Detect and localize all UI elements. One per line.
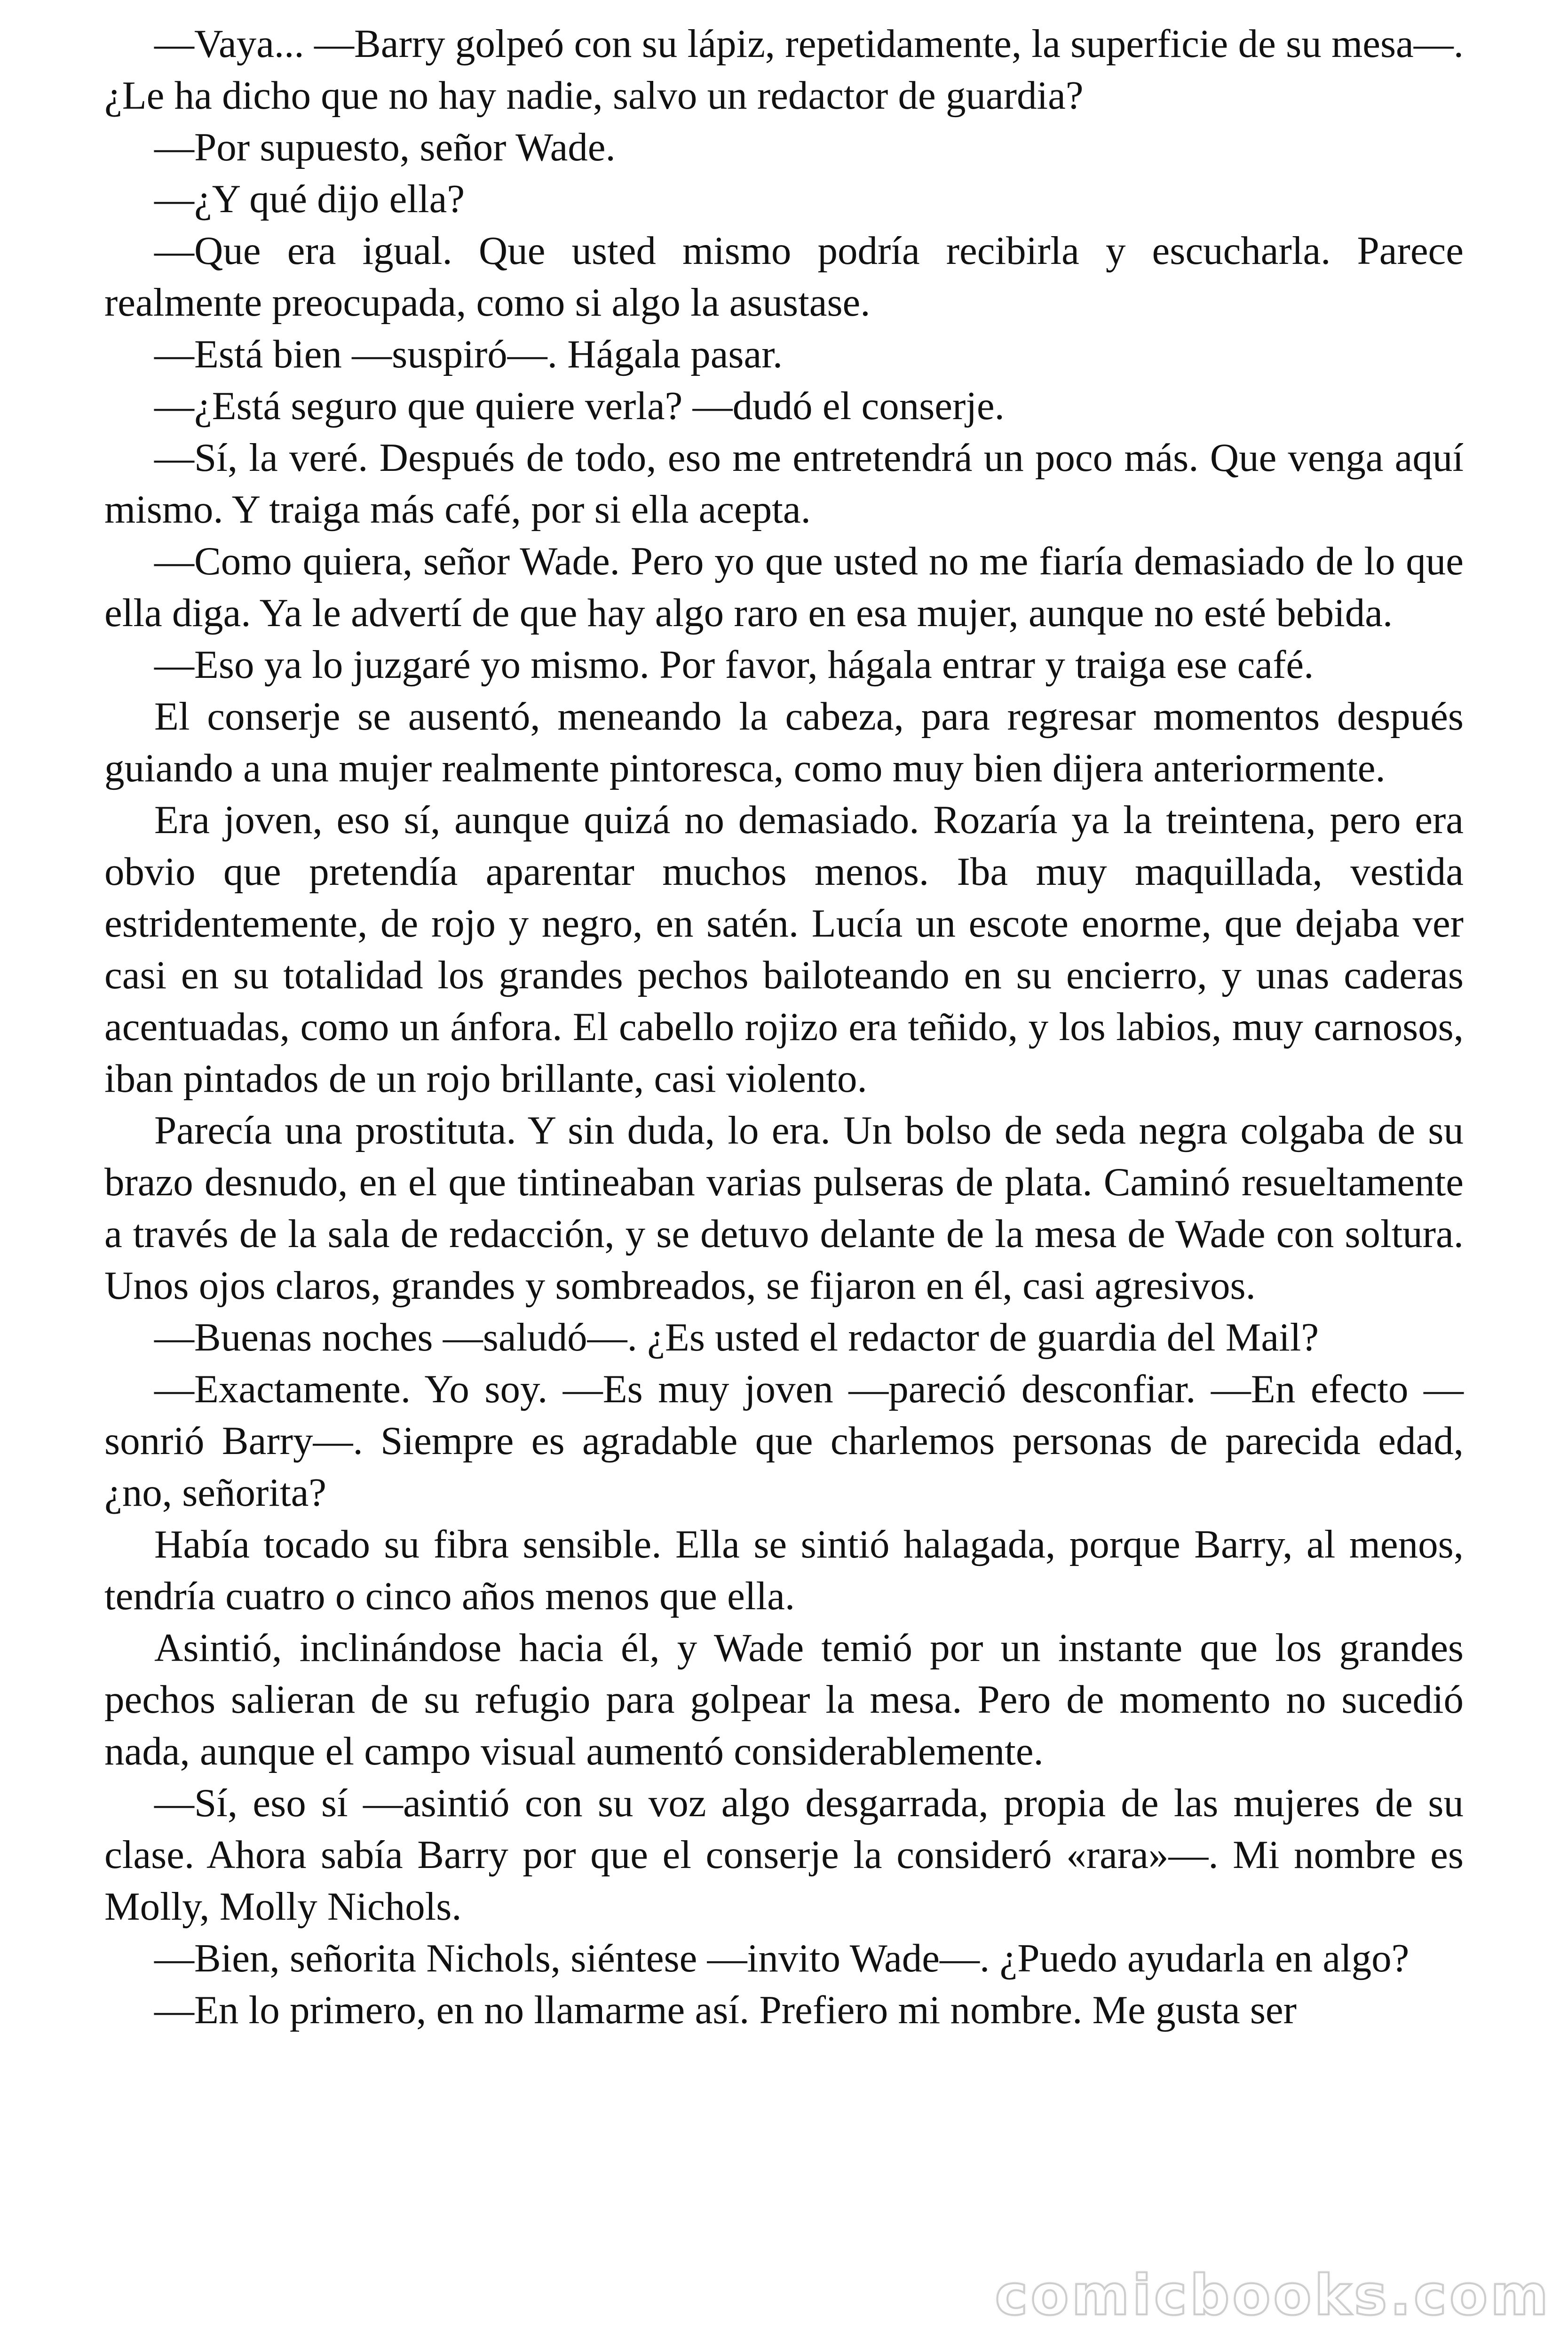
paragraph: Era joven, eso sí, aunque quizá no demasiado. Rozaría ya la treintena, pero era obvio que pretendía aparentar muchos menos. Iba muy maquillada, vestida estridentemente, de rojo y negro, en satén. Lucía un escote enorme, que dejaba ver casi en su totalidad los grandes pechos bailoteando en su encierro, y unas caderas acentuadas, como un ánfora. El cabello rojizo era teñido, y los labios, muy carnosos, iban pintados de un rojo brillante, casi violento.: [104, 798, 1464, 1101]
paragraph: —Buenas noches —saludó—. ¿Es usted el redactor de guardia del Mail?: [154, 1315, 1319, 1359]
watermark-logo: comicbooks.com: [995, 2263, 1551, 2328]
paragraph: —Vaya... —Barry golpeó con su lápiz, repetidamente, la superficie de su mesa—. ¿Le ha dicho que no hay nadie, salvo un redactor de guardia?: [104, 22, 1464, 118]
body-text: [104, 18, 1464, 2036]
paragraph: —Sí, eso sí —asintió con su voz algo desgarrada, propia de las mujeres de su clase. Ahora sabía Barry por que el conserje la consideró «rara»—. Mi nombre es Molly, Molly Nichols.: [104, 1781, 1464, 1929]
paragraph: —¿Está seguro que quiere verla? —dudó el conserje.: [154, 384, 1005, 428]
paragraph: Había tocado su fibra sensible. Ella se sintió halagada, porque Barry, al menos, tendría cuatro o cinco años menos que ella.: [104, 1522, 1464, 1618]
paragraph: —En lo primero, en no llamarme así. Prefiero mi nombre. Me gusta ser: [154, 1988, 1297, 2032]
paragraph: —Exactamente. Yo soy. —Es muy joven —pareció desconfiar. —En efecto —sonrió Barry—. Siempre es agradable que charlemos personas de parecida edad, ¿no, señorita?: [104, 1367, 1464, 1515]
paragraph: —Está bien —suspiró—. Hágala pasar.: [154, 332, 783, 376]
paragraph: —Que era igual. Que usted mismo podría recibirla y escucharla. Parece realmente preocupada, como si algo la asustase.: [104, 229, 1464, 325]
paragraph: —Bien, señorita Nichols, siéntese —invito Wade—. ¿Puedo ayudarla en algo?: [154, 1936, 1410, 1980]
paragraph: Parecía una prostituta. Y sin duda, lo era. Un bolso de seda negra colgaba de su brazo desnudo, en el que tintineaban varias pulseras de plata. Caminó resueltamente a través de la sala de redacción, y se detuvo delante de la mesa de Wade con soltura. Unos ojos claros, grandes y sombreados, se fijaron en él, casi agresivos.: [104, 1108, 1464, 1308]
paragraph: —Sí, la veré. Después de todo, eso me entretendrá un poco más. Que venga aquí mismo. Y traiga más café, por si ella acepta.: [104, 436, 1464, 532]
paragraph: —Eso ya lo juzgaré yo mismo. Por favor, hágala entrar y traiga ese café.: [154, 643, 1314, 687]
paragraph: El conserje se ausentó, meneando la cabeza, para regresar momentos después guiando a una mujer realmente pintoresca, como muy bien dijera anteriormente.: [104, 694, 1464, 790]
paragraph: —Por supuesto, señor Wade.: [154, 125, 616, 169]
paragraph: —¿Y qué dijo ella?: [154, 177, 465, 221]
paragraph: Asintió, inclinándose hacia él, y Wade temió por un instante que los grandes pechos salieran de su refugio para golpear la mesa. Pero de momento no sucedió nada, aunque el campo visual aumentó considerablemente.: [104, 1626, 1464, 1773]
paragraph: —Como quiera, señor Wade. Pero yo que usted no me fiaría demasiado de lo que ella diga. Ya le advertí de que hay algo raro en esa mujer, aunque no esté bebida.: [104, 539, 1464, 635]
